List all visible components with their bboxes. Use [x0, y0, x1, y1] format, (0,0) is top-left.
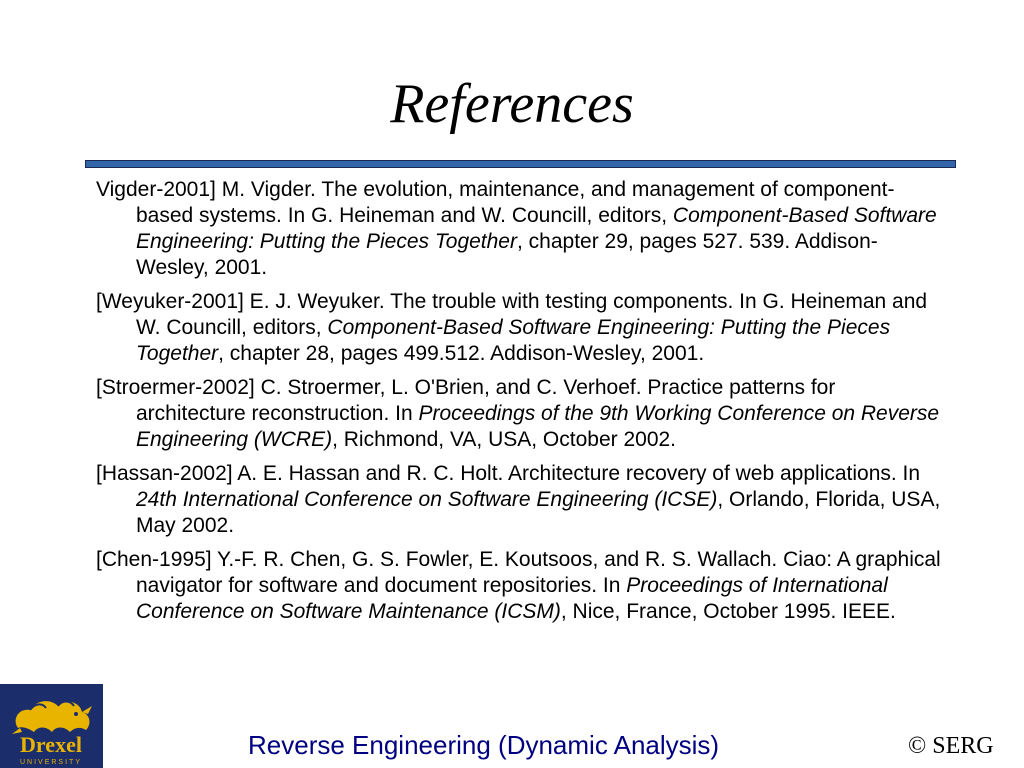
footer-copyright: © SERG — [908, 733, 994, 759]
reference-item — [96, 375, 946, 453]
reference-text: [Weyuker-2001] E. J. Weyuker. The trouble with testing components. In G. Heineman and W. Councill, editors, — [96, 290, 928, 339]
reference-details: , Richmond, VA, USA, October 2002. — [332, 428, 677, 451]
footer-presentation-title: Reverse Engineering (Dynamic Analysis) — [248, 730, 720, 760]
reference-item — [96, 289, 946, 367]
logo-wordmark: Drexel — [20, 732, 82, 757]
reference-details: , chapter 28, pages 499.512. Addison-Wesley, 2001. — [218, 342, 705, 365]
reference-details: , Orlando, Florida, USA, May 2002. — [136, 488, 941, 537]
reference-source-title: 24th International Conference on Software Engineering (ICSE) — [136, 488, 718, 511]
reference-details: , Nice, France, October 1995. IEEE. — [560, 600, 896, 623]
reference-text: [Stroermer-2002] C. Stroermer, L. O'Brien, and C. Verhoef. Practice patterns for architecture reconstruction. In — [96, 376, 836, 425]
reference-source-title: Component-Based Software Engineering: Putting the Pieces Together — [136, 204, 937, 253]
references-list — [96, 177, 946, 633]
reference-item — [96, 177, 946, 281]
reference-text: [Chen-1995] Y.-F. R. Chen, G. S. Fowler, E. Koutsoos, and R. S. Wallach. Ciao: A graphical navigator for software and document repositories. In — [96, 548, 941, 597]
reference-source-title: Component-Based Software Engineering: Putting the Pieces Together — [136, 316, 891, 365]
reference-item — [96, 547, 946, 625]
drexel-dragon-icon — [0, 684, 103, 768]
title-rule-divider — [85, 160, 956, 168]
drexel-university-logo — [0, 684, 103, 768]
reference-source-title: Proceedings of International Conference on Software Maintenance (ICSM) — [136, 574, 888, 623]
reference-details: , chapter 29, pages 527. 539. Addison-Wesley, 2001. — [136, 230, 878, 279]
reference-text: Vigder-2001] M. Vigder. The evolution, maintenance, and management of component-based systems. In G. Heineman and W. Councill, editors, — [96, 178, 895, 227]
logo-subtext: UNIVERSITY — [19, 759, 83, 766]
reference-item — [96, 461, 946, 539]
reference-text: [Hassan-2002] A. E. Hassan and R. C. Holt. Architecture recovery of web applications. In — [96, 462, 921, 485]
reference-source-title: Proceedings of the 9th Working Conference on Reverse Engineering (WCRE) — [136, 402, 940, 451]
slide-title: References — [390, 73, 634, 135]
